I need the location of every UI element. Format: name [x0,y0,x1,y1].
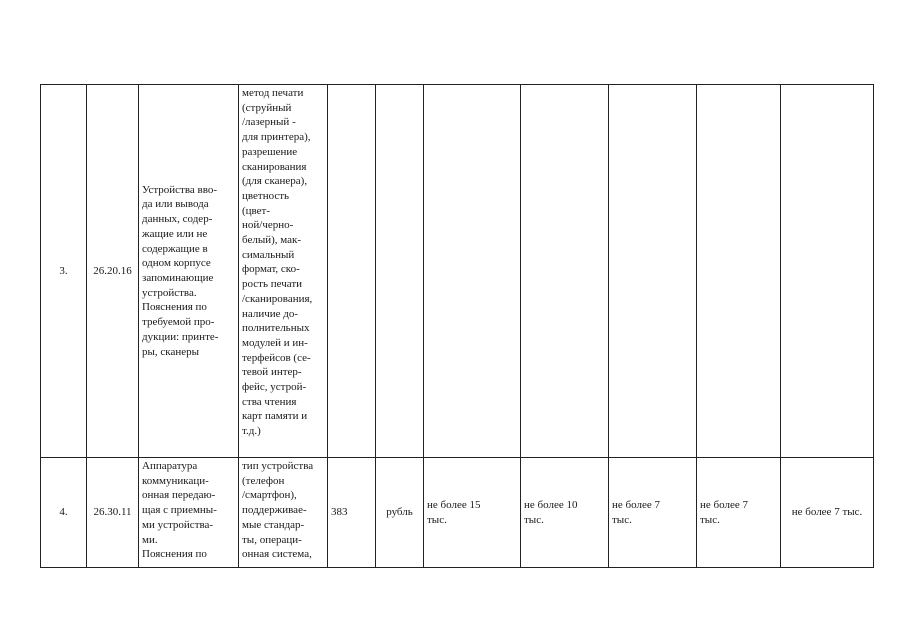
okei-code: 383 [328,458,376,568]
product-name: Аппаратура коммуникаци- онная передаю- щая с приемны- ми устройства- ми. Пояснения по [142,460,217,561]
row-number: 3. [41,85,87,458]
procurement-table [40,84,874,568]
product-name: Устройства вво- да или вывода данных, содер- жащие или не содержащие в одном корпусе запоминающие устройства. Пояснения по требуемой про- дукции: принте- ры, сканеры [139,85,239,458]
table-row [41,85,874,458]
value-cell [609,85,697,458]
value-cell: не более 15 тыс. [424,458,521,568]
product-characteristics: тип устройства (телефон /смартфон), поддерживае- мые стандар- ты, операци- онная система, [242,460,314,561]
value-cell [521,85,609,458]
okei-code [328,85,376,458]
product-characteristics: метод печати (струйный /лазерный - для принтера), разрешение сканирования (для сканера), цветность (цвет- ной/черно- белый), мак- симальный формат, ско- рость печати /сканирования, наличие до- полнительных модулей и ин- терфейсов (се- тевой интер- фейс, устрой- ства чтения карт памяти и т.д.) [239,85,328,458]
unit-name: рубль [376,458,424,568]
value-cell [697,85,781,458]
row-number: 4. [41,458,87,568]
okpd2-code: 26.20.16 [87,85,139,458]
value-cell: не более 10 тыс. [521,458,609,568]
value-cell: не более 7 тыс. [697,458,781,568]
value-cell [781,85,874,458]
value-cell [424,85,521,458]
unit-name [376,85,424,458]
okpd2-code: 26.30.11 [87,458,139,568]
table-row [41,458,874,568]
value-cell: не более 7 тыс. [609,458,697,568]
value-cell: не более 7 тыс. [781,458,874,568]
